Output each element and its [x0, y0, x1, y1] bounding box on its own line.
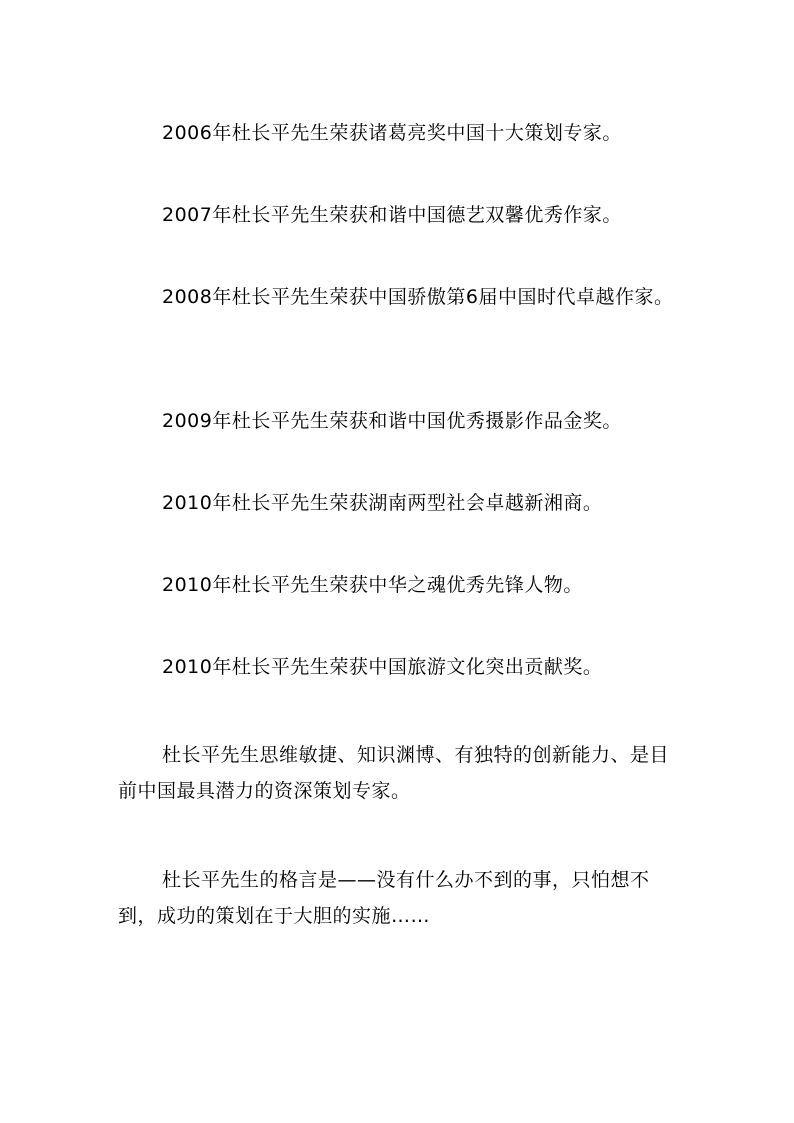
paragraph-2009-award: 2009年杜长平先生荣获和谐中国优秀摄影作品金奖。: [162, 410, 622, 432]
paragraph-2007-award: 2007年杜长平先生荣获和谐中国德艺双馨优秀作家。: [162, 204, 622, 226]
paragraph-2010-award-tourism: 2010年杜长平先生荣获中国旅游文化突出贡献奖。: [162, 656, 603, 678]
paragraph-2010-award-hunan: 2010年杜长平先生荣获湖南两型社会卓越新湘商。: [162, 492, 603, 514]
paragraph-motto: 杜长平先生的格言是——没有什么办不到的事，只怕想不到，成功的策划在于大胆的实施……: [118, 869, 650, 927]
paragraph-2006-award: 2006年杜长平先生荣获诸葛亮奖中国十大策划专家。: [162, 122, 622, 144]
paragraph-2008-award: 2008年杜长平先生荣获中国骄傲第6届中国时代卓越作家。: [162, 286, 674, 308]
paragraph-description: 杜长平先生思维敏捷、知识渊博、有独特的创新能力、是目前中国最具潜力的资深策划专家。: [118, 744, 670, 802]
paragraph-2010-award-soul: 2010年杜长平先生荣获中华之魂优秀先锋人物。: [162, 574, 583, 596]
